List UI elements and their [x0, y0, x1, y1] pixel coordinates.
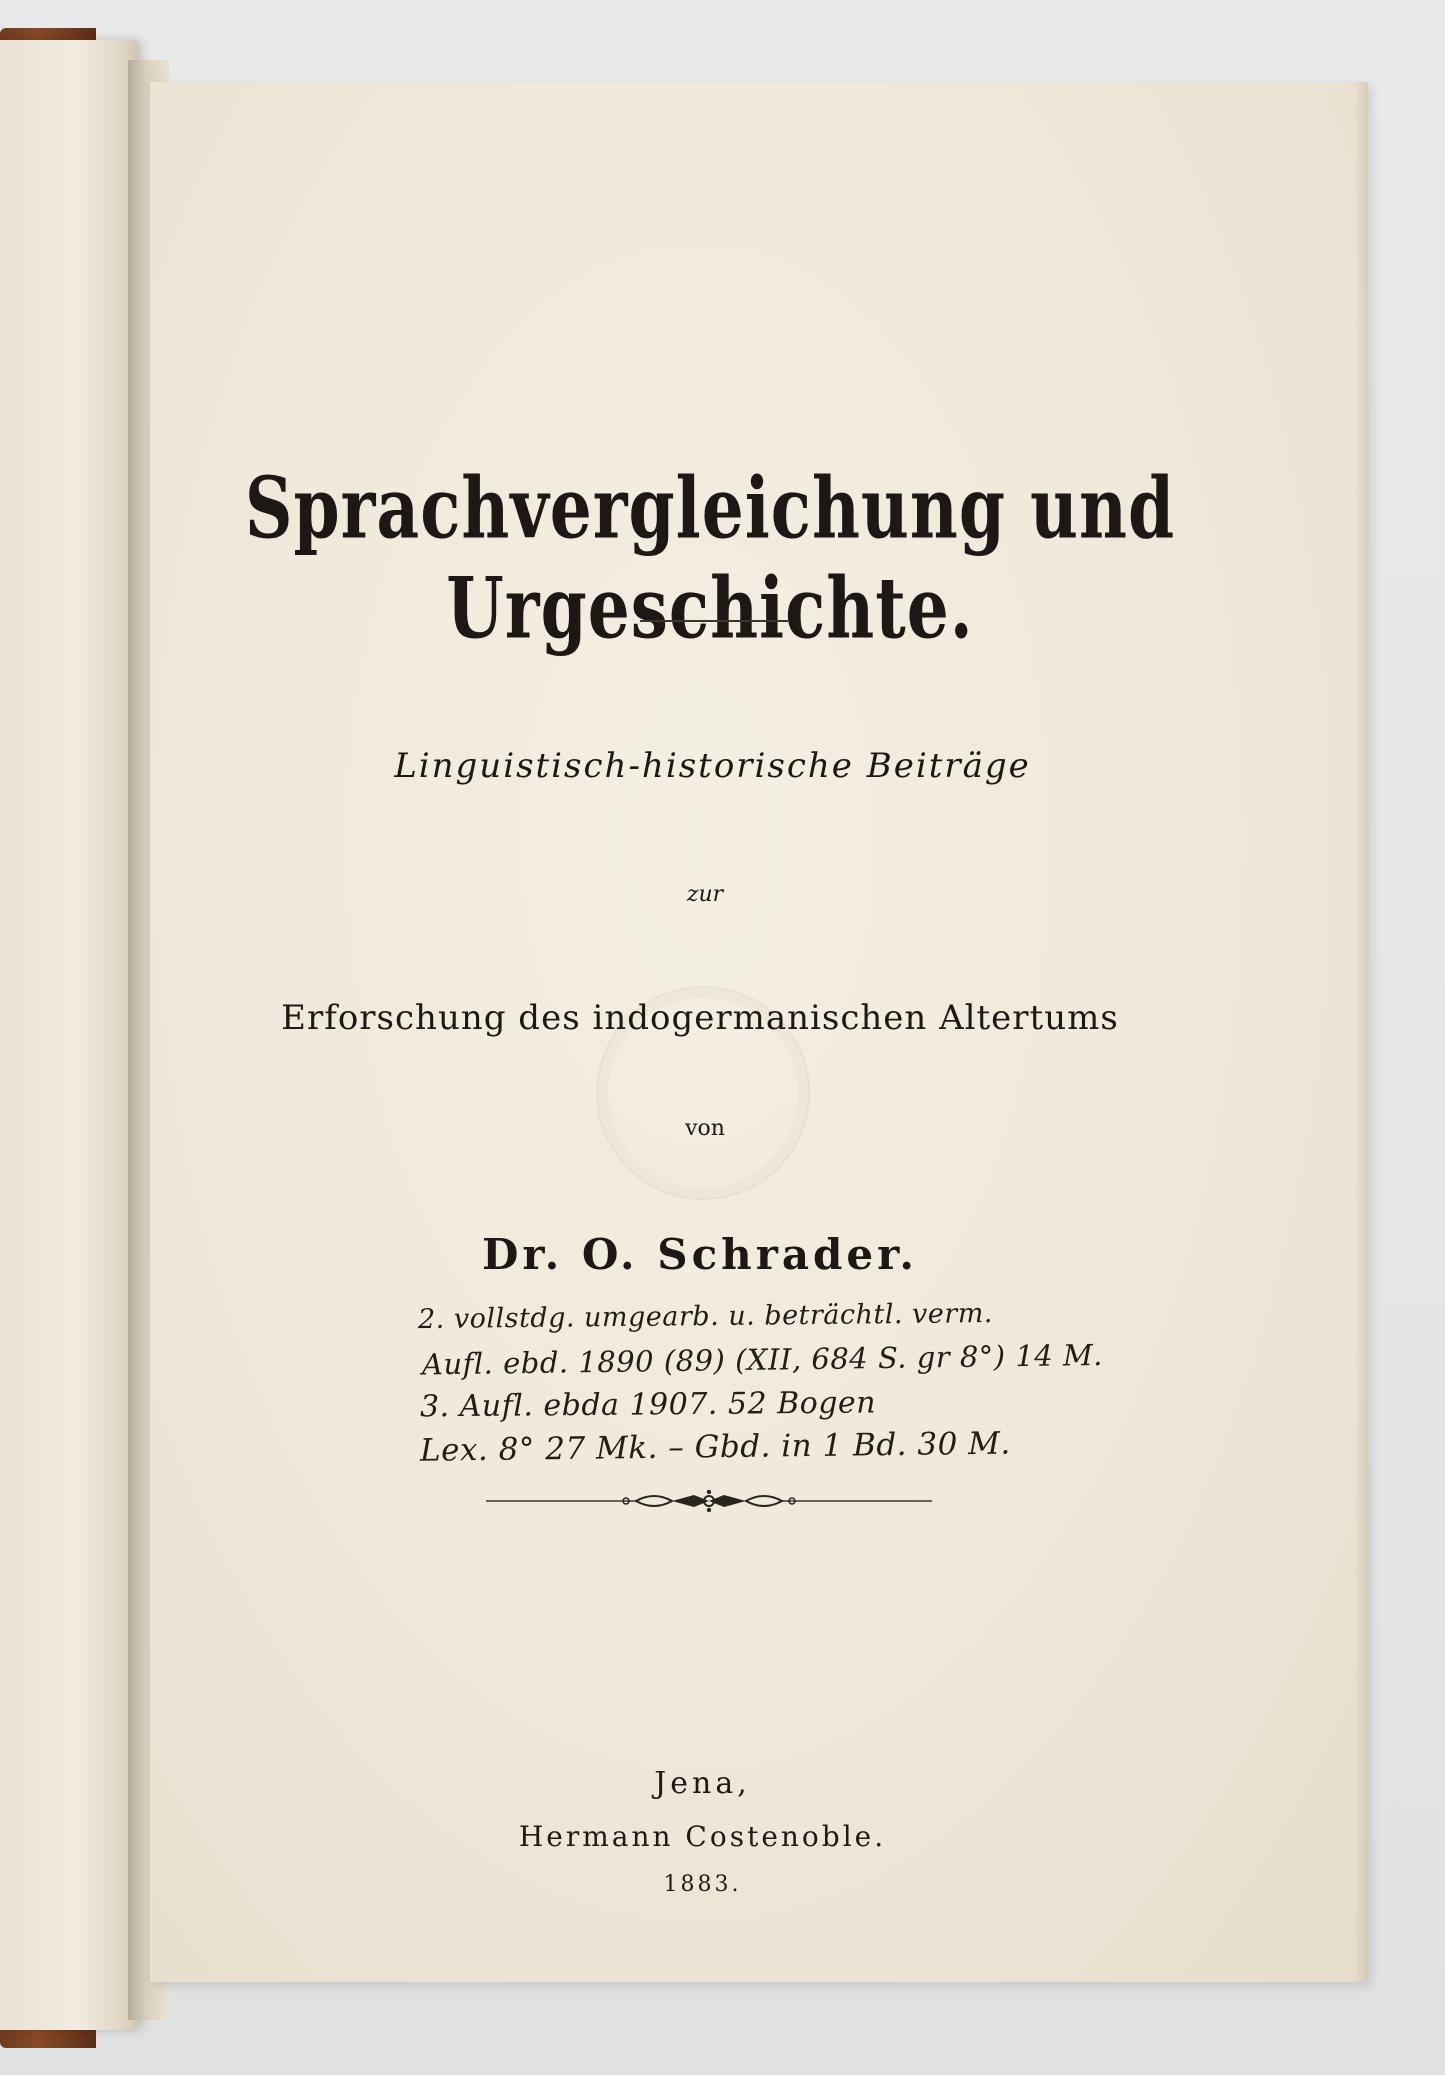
connector-von: von: [685, 1116, 725, 1141]
handwritten-note-line: 3. Aufl. ebda 1907. 52 Bogen: [419, 1385, 877, 1425]
connector-zur: zur: [686, 882, 724, 907]
left-page: [0, 40, 138, 2030]
handwritten-note-line: 2. vollstdg. umgearb. u. beträchtl. verm.: [417, 1298, 994, 1336]
book-title: Sprachvergleichung und Urgeschichte.: [244, 458, 1176, 658]
handwritten-note-line: Lex. 8° 27 Mk. – Gbd. in 1 Bd. 30 M.: [419, 1425, 1012, 1469]
book-subtitle: Linguistisch-historische Beiträge: [394, 746, 1031, 786]
handwritten-note-line: Aufl. ebd. 1890 (89) (XII, 684 S. gr 8°) 14 M.: [421, 1337, 1104, 1382]
imprint-year: 1883.: [663, 1872, 742, 1897]
book-author: Dr. O. Schrader.: [481, 1230, 919, 1279]
imprint-publisher: Hermann Costenoble.: [518, 1820, 887, 1853]
book-subtitle-2: Erforschung des indogermanischen Altertums: [281, 998, 1119, 1038]
ornamental-rule-icon: [486, 1486, 932, 1516]
title-divider: [640, 620, 788, 622]
title-page: [150, 82, 1368, 1982]
imprint-place: Jena,: [654, 1766, 751, 1801]
